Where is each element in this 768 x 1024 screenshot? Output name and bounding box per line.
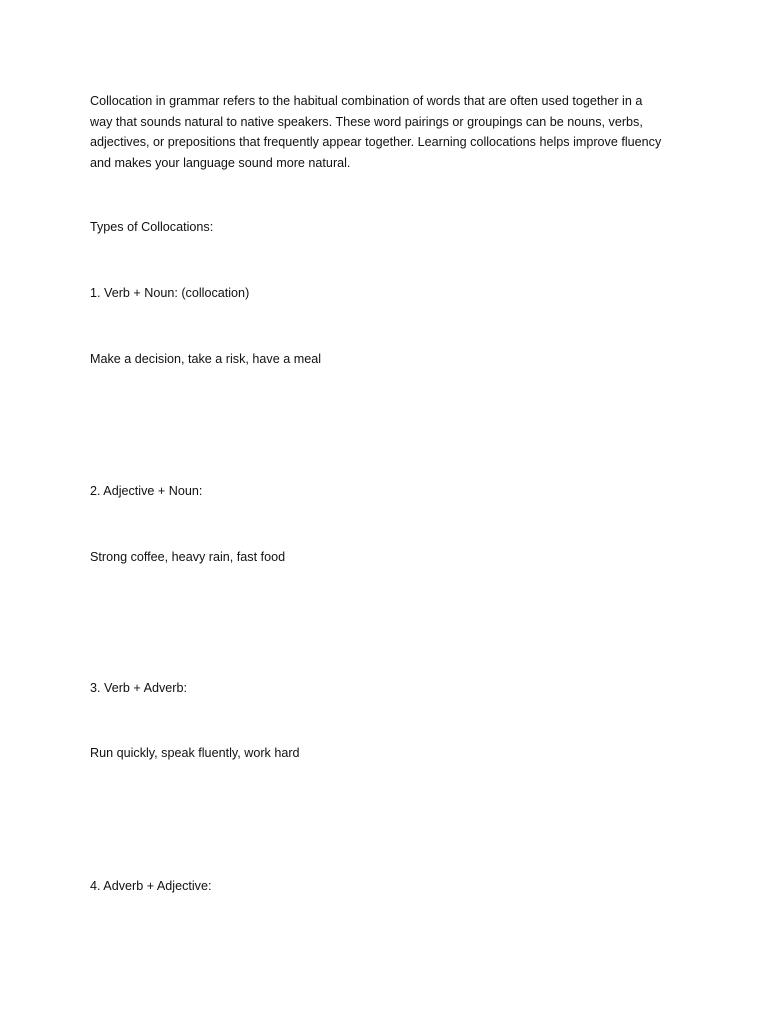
intro-line: way that sounds natural to native speakers. These word pairings or groupings can be nouns, verbs,	[90, 114, 643, 129]
section-examples-verb-adverb: Run quickly, speak fluently, work hard	[90, 746, 300, 760]
intro-line: adjectives, or prepositions that frequently appear together. Learning collocations helps improve fluency	[90, 135, 662, 149]
intro-line: and makes your language sound more natural.	[90, 155, 351, 170]
section-heading-adverb-adjective: 4. Adverb + Adjective:	[90, 879, 212, 893]
section-heading-verb-adverb: 3. Verb + Adverb:	[90, 681, 187, 695]
section-examples-adjective-noun: Strong coffee, heavy rain, fast food	[90, 550, 286, 564]
section-examples-verb-noun: Make a decision, take a risk, have a meal	[90, 352, 321, 366]
section-heading-adjective-noun: 2. Adjective + Noun:	[90, 484, 203, 498]
types-heading: Types of Collocations:	[90, 220, 214, 234]
intro-paragraph	[90, 91, 690, 173]
section-heading-verb-noun: 1. Verb + Noun: (collocation)	[90, 286, 250, 300]
intro-line: Collocation in grammar refers to the habitual combination of words that are often used together in a	[90, 94, 643, 108]
